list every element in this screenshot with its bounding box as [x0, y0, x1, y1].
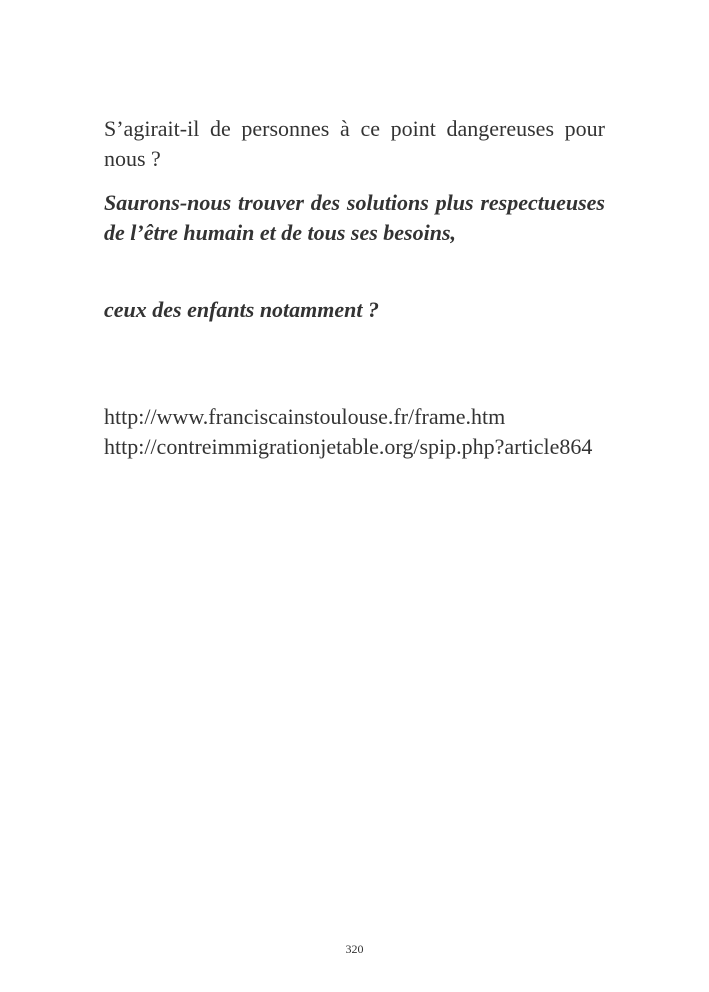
emphasized-question-paragraph: Saurons-nous trouver des solutions plus respectueuses de l’être humain et de tous ses besoins, — [104, 190, 605, 245]
reference-link-contreimmigration[interactable]: http://contreimmigrationjetable.org/spip.php?article864 — [104, 434, 593, 459]
page-number: 320 — [345, 942, 364, 956]
emphasized-question-continuation: ceux des enfants notamment ? — [104, 297, 380, 322]
question-paragraph: S’agirait-il de personnes à ce point dangereuses pour nous ? — [104, 116, 605, 171]
reference-link-franciscains[interactable]: http://www.franciscainstoulouse.fr/frame.htm — [104, 404, 506, 429]
reference-links — [104, 402, 605, 462]
